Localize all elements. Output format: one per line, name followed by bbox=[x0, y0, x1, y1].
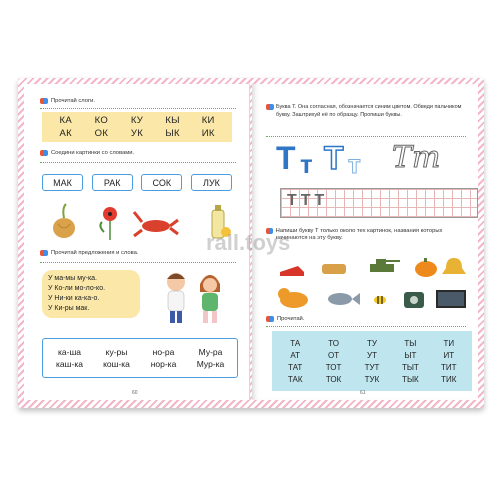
fish-image bbox=[328, 293, 360, 305]
syllable: ТУК bbox=[364, 374, 380, 384]
girl-image bbox=[200, 275, 220, 323]
syllable: ТА bbox=[290, 338, 301, 348]
sentence: У Ко-ли мо-ло-ко. bbox=[48, 285, 106, 292]
task-read-sentences bbox=[40, 250, 138, 256]
task-read bbox=[266, 316, 304, 322]
letter-T-upper: Т bbox=[276, 140, 296, 176]
task-label: Напиши букву Т только около тех картинок, названия которых начинаются на эту букву. bbox=[275, 228, 443, 241]
crayfish-image bbox=[134, 212, 178, 236]
task-write-letter bbox=[266, 228, 472, 242]
task-read-syllables bbox=[40, 98, 95, 104]
syllable-word: нор-ка bbox=[150, 359, 177, 369]
syllable: КО bbox=[94, 115, 109, 126]
syllable: ИК bbox=[201, 128, 215, 139]
onion-image bbox=[53, 204, 75, 238]
children-illustration bbox=[152, 264, 232, 324]
task-icon-wrap bbox=[266, 104, 274, 110]
sentence: У Ки-ры мак. bbox=[48, 305, 90, 312]
word-card: ЛУК bbox=[191, 174, 232, 191]
syllable-word: кош-ка bbox=[103, 359, 130, 369]
syllable: КЫ bbox=[165, 115, 180, 126]
task-match-pictures bbox=[40, 150, 134, 156]
word-cards bbox=[42, 174, 232, 191]
syllable: ТИ bbox=[443, 338, 455, 348]
syllable-words-box bbox=[42, 338, 238, 378]
syllable-word: каш-ка bbox=[56, 359, 83, 369]
divider bbox=[40, 108, 236, 109]
syllable: ЫК bbox=[165, 128, 180, 139]
watermark: rall.toys bbox=[206, 230, 291, 255]
boy-image bbox=[167, 273, 185, 323]
sentences-box bbox=[42, 270, 140, 318]
letter-pictures bbox=[276, 252, 472, 312]
syllable: ОК bbox=[94, 128, 109, 139]
task-icon bbox=[266, 104, 274, 110]
task-icon bbox=[266, 316, 274, 322]
telephone-image bbox=[404, 292, 424, 308]
tv-image bbox=[436, 290, 466, 308]
divider bbox=[40, 262, 236, 263]
syllable: АК bbox=[59, 128, 73, 139]
grid-letters: ТТТ bbox=[287, 192, 329, 209]
task-label: Прочитай предложения и слова. bbox=[51, 250, 139, 256]
pumpkin-image bbox=[415, 258, 437, 277]
syllable: ТУТ bbox=[364, 362, 380, 372]
syllables-table bbox=[272, 331, 472, 391]
syllable: УТ bbox=[367, 350, 377, 360]
syllable: ТАТ bbox=[288, 362, 303, 372]
writing-grid bbox=[280, 188, 478, 218]
syllable: ТЫ bbox=[404, 338, 417, 348]
tiger-image bbox=[278, 288, 308, 308]
syllable: ТИТ bbox=[441, 362, 457, 372]
sentence: У ма-мы му-ка. bbox=[48, 275, 97, 282]
syllable: ТЫТ bbox=[401, 362, 419, 372]
divider bbox=[40, 162, 236, 163]
syllable: ТИК bbox=[441, 374, 457, 384]
syllable: ТО bbox=[328, 338, 339, 348]
task-label: Прочитай слоги. bbox=[51, 98, 95, 104]
word-card: СОК bbox=[141, 174, 182, 191]
task-icon bbox=[40, 150, 48, 156]
syllable: КА bbox=[59, 115, 73, 126]
sentence: У Ни-ки ка-ка-о. bbox=[48, 295, 100, 302]
poppy-image bbox=[100, 207, 117, 240]
shoes-image bbox=[280, 266, 304, 276]
tank-image bbox=[370, 259, 400, 272]
syllable-word: Мур-ка bbox=[196, 359, 225, 369]
divider bbox=[266, 136, 466, 137]
syllable: ОТ bbox=[328, 350, 340, 360]
syllable: ТОТ bbox=[325, 362, 342, 372]
letter-t-lower: т bbox=[300, 149, 313, 179]
syllable: ЫТ bbox=[404, 350, 417, 360]
syllable: КУ bbox=[130, 115, 144, 126]
syllable: ТУ bbox=[367, 338, 377, 348]
syllable-word: но-ра bbox=[152, 347, 175, 357]
syllable: ТОК bbox=[325, 374, 342, 384]
syllable: ТАК bbox=[287, 374, 303, 384]
syllable: АТ bbox=[290, 350, 300, 360]
syllable: ИТ bbox=[443, 350, 455, 360]
syllables-box bbox=[42, 112, 232, 142]
syllable-word: ка-ша bbox=[57, 347, 81, 357]
task-label: Соедини картинки со словами. bbox=[51, 150, 135, 156]
letter-T-outline: Т bbox=[324, 140, 344, 176]
task-label: Прочитай. bbox=[277, 316, 305, 322]
syllable-word: Му-ра bbox=[198, 347, 223, 357]
bee-image bbox=[374, 296, 386, 304]
letter-caption: Буква Т. Она согласная, обозначается синим цветом. Обведи пальчиком букву. Заштрихуй её по образцу. Пропиши буквы. bbox=[276, 104, 462, 118]
task-icon bbox=[40, 98, 48, 104]
page-number: 61 bbox=[360, 390, 366, 396]
syllable: УК bbox=[130, 128, 144, 139]
divider bbox=[266, 326, 466, 327]
letter-t-dashed: т bbox=[348, 149, 361, 179]
word-card: РАК bbox=[92, 174, 133, 191]
page-number: 60 bbox=[132, 390, 138, 396]
word-card: МАК bbox=[42, 174, 83, 191]
script-letters: Тт bbox=[392, 140, 441, 175]
bell-image bbox=[442, 258, 466, 274]
syllable: КИ bbox=[201, 115, 215, 126]
syllable: ТЫК bbox=[402, 374, 419, 384]
syllable-word: ку-ры bbox=[105, 347, 128, 357]
sushi-image bbox=[322, 264, 346, 274]
task-icon bbox=[40, 250, 48, 256]
